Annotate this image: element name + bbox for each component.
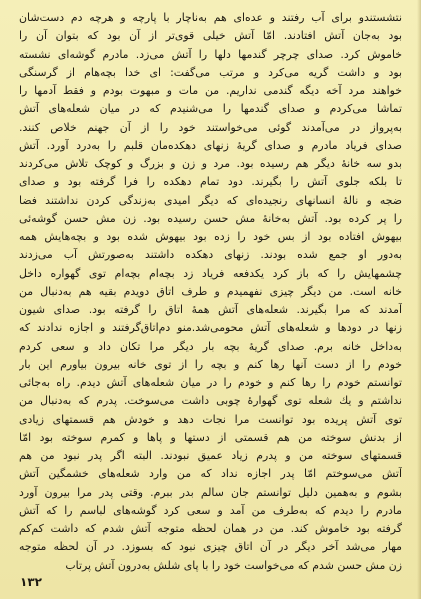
text-line: توی آتش پریده بود توانست مرا نجات دهد و خودش هم قسمتهای زیادی — [19, 412, 402, 426]
text-line: از بدنش سوخته من هم قسمتی از دستها و پاها و کمرم سوخته بود امّا — [19, 430, 402, 444]
page-body-text — [19, 9, 402, 575]
text-line: زنها در دودها و شعله‌های آتش محو‌می‌شد.منو دم‌اتاق‌گرفتند و اجازه ندادند که — [19, 321, 402, 335]
text-line: به‌دور او جمع شده بودند. زنهای دهکده داشتند به‌صورتش آب می‌زدند — [19, 248, 402, 262]
text-line: بیهوش افتاده بود از بس خود را زده بود بیهوش شده بود و بچه‌هایش همه — [19, 230, 402, 243]
text-line: ضجه و نالهٔ انسانهای رنجیده‌ای که دیگر امیدی به‌زندگی کردن نداشتند فضا — [19, 193, 402, 207]
text-line: بشوم و به‌همین دلیل توانستم جان سالم بدر ببرم. وقتی پدر مرا بیرون آورد — [19, 485, 402, 499]
text-line: توانستم خودم را رها کنم و خودم را در میان شعله‌های آتش دیدم. راه به‌جائی — [19, 376, 402, 389]
text-line: به‌داخل خانه برم. صدای گریهٔ بچه بار دیگر مرا تکان داد و سعی کردم — [19, 339, 402, 353]
text-line: نتشستندو برای آب رفتند و عده‌ای هم به‌ناچار با پارچه و هرچه دم دست‌شان — [19, 11, 402, 24]
text-line: قسمتهای سوخته من و پدرم زیاد عمیق نبودند. البته اگر پدر نبود من هم — [19, 449, 402, 462]
text-line: خانه است. من دیگر چیزی نفهمیدم و طرف اتاق دویدم بقیه هم به‌دنبال من — [19, 284, 402, 298]
text-line: نداشتم و یك شعله توی گهوارهٔ چوبی داشت می‌سوخت. پدرم که به‌دنبال من — [19, 394, 402, 408]
text-line: تماشا می‌کردم و صدای گندمها را می‌شنیدم که در میان شعله‌های آتش — [19, 102, 402, 116]
text-line: صدای فریاد مادرم و صدای گریهٔ زنهای دهکده‌مان قلبم را به‌درد آورد. آتش — [19, 138, 402, 152]
text-line: بود به‌جان آتش افتادند. امّا آتش خیلی قوی‌تر از آن بود که بتوان آن را — [19, 29, 402, 43]
text-line: خاموش کرد. صدای چرچر گندمها دلها را آتش می‌زد. مادرم گوشه‌ای نشسته — [19, 47, 402, 61]
text-line: به‌پرواز در می‌آمدند گوئی می‌خواستند خود را از آن جهنم خلاص کنند. — [19, 120, 402, 134]
text-line: بدو سه خانهٔ دیگر هم رسیده بود. مرد و زن و بزرگ و کوچک تلاش می‌کردند — [19, 157, 402, 170]
text-line: مادرم را دیدم که به‌طرف من آمد و سعی کرد گوشه‌های لباسم را که آتش — [19, 503, 402, 517]
text-line: زن مش حسن شدم که می‌خواست خود را با پای شلش به‌درون آتش پرتاب — [65, 558, 402, 572]
text-line: بود و داشت گریه می‌کرد و مرتب می‌گفت: ای خدا بچه‌هام از گرسنگی — [19, 65, 402, 79]
text-line: را پر کرده بود. آتش به‌خانهٔ مش حسن رسیده بود. زن مش حسن گوشه‌ئی — [19, 211, 402, 225]
page-number: ۱۳۲ — [20, 575, 42, 589]
text-line: چشمهایش را که باز کرد یکدفعه فریاد زد بچه‌ام بچه‌ام توی گهواره داخل — [19, 266, 402, 280]
text-line: آمدند که مرا بگیرند. شعله‌های آتش همهٔ اتاق را گرفته بود. صدای شیون — [19, 303, 402, 316]
text-line: گرفته بود خاموش کند. من در همان لحظه متوجه آتش شدم که داشت کم‌کم — [19, 522, 402, 535]
text-line: مهار می‌شد آخر دیگر در آن اتاق چیزی نبود که بسوزد. در آن لحظه متوجه — [19, 540, 402, 554]
text-line: خودم را از دست آنها رها کنم و بچه را از توی خانه بیرون بیاورم این بار — [19, 357, 402, 371]
text-line: آتش می‌سوختم امّا پدر اجازه نداد که من وارد شعله‌های خشمگین آتش — [19, 467, 402, 481]
text-line: تا بلکه جلوی آتش را بگیرند. دود تمام دهکده را فرا گرفته بود و صدای — [19, 175, 402, 189]
text-line: خواهند مرد آخه دیگه گندمی نداریم. من مات و مبهوت بودم و فقط آدمها را — [19, 84, 402, 97]
